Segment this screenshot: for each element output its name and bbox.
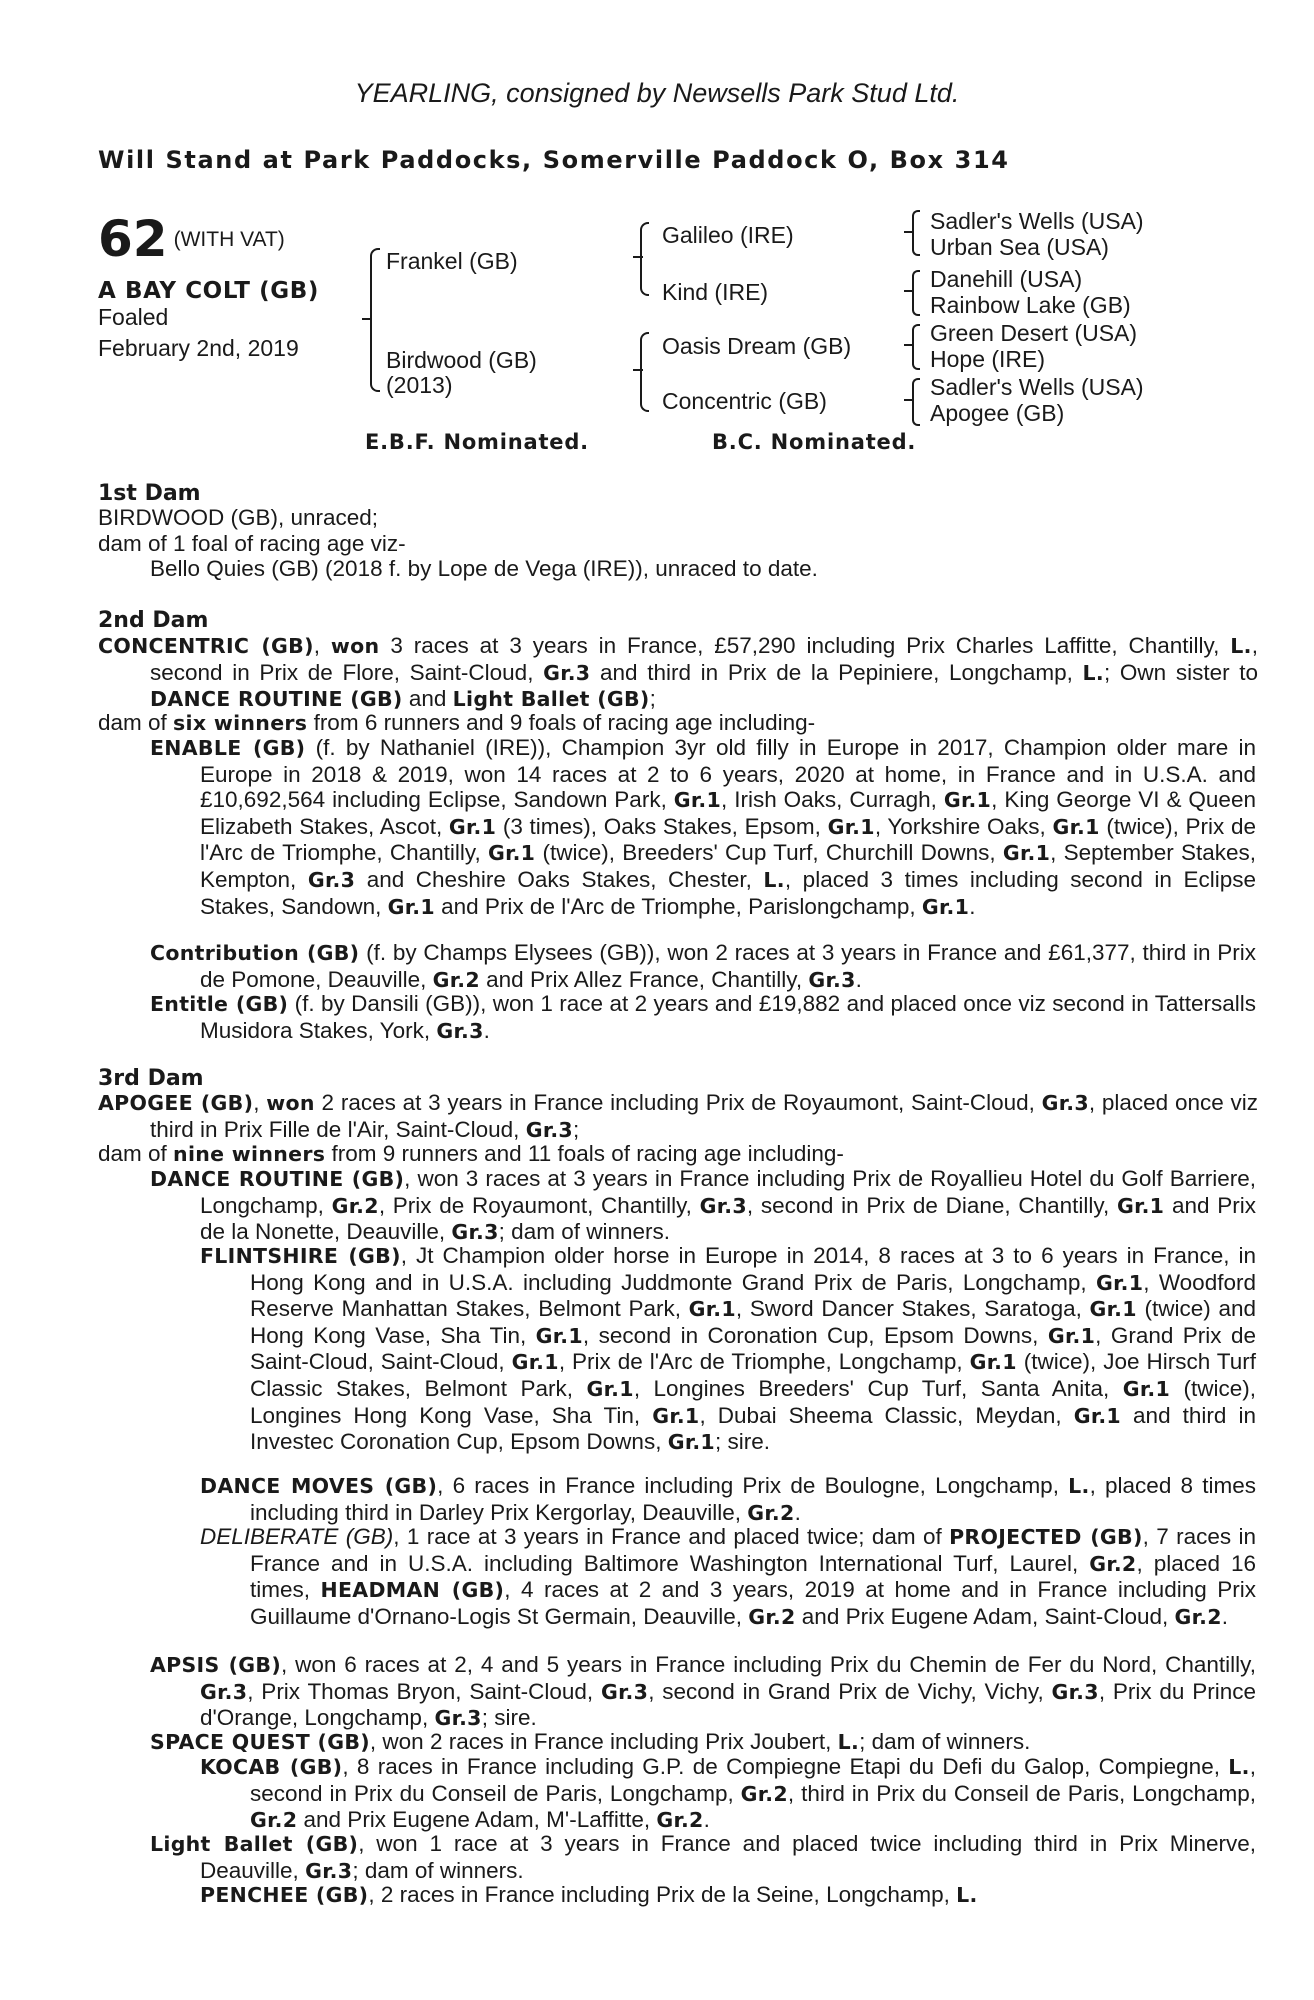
text-run: , placed 3 times including second in Eclipse Stakes, Sandown, [200,866,1257,919]
deliberate-paragraph [200,1524,1256,1630]
g-tick-2 [904,290,913,292]
horse-name: ENABLE (GB) [150,736,306,760]
text-run: , Grand Prix de Saint-Cloud, Saint-Cloud, [250,1322,1256,1375]
third-dam-heading: 3rd Dam [98,1066,204,1091]
horse-name: Entitle (GB) [150,992,289,1016]
consignor-line: YEARLING, consigned by Newsells Park Stud Ltd. [354,78,960,108]
contribution-paragraph [150,940,1256,993]
foaled-date: February 2nd, 2019 [98,335,299,361]
bold-text: Gr.3 [307,867,356,892]
bold-text: Gr.1 [1089,1297,1137,1322]
bold-text: Gr.3 [200,1679,248,1704]
bold-text: Gr.1 [1002,841,1051,866]
sire-sire: Galileo (IRE) [662,222,794,248]
bold-text: L. [763,867,785,892]
text-run: from 6 runners and 9 foals of racing age including- [307,710,816,735]
bold-text: L. [1228,1755,1250,1779]
text-run: ; dam of winners. [859,1729,1031,1754]
text-run: , 8 races in France including G.P. de Compiegne Etapi du Defi du Galop, Compiegne, [342,1754,1229,1779]
text-run: (f. by Nathaniel (IRE)), Champion 3yr old filly in Europe in 2017, Champion older mare in Europe in 2018 & 2019, won 14 races at 2 to 6 years, 2020 at home, in France and in U.S.A. and £10,692,564 including Eclipse, Sandown Park, [200,735,1256,813]
apsis-paragraph [150,1652,1256,1732]
bold-text: Gr.1 [1047,1323,1096,1348]
g-bracket-1 [912,210,920,256]
text-run: , second in Coronation Cup, Epsom Downs, [582,1322,1048,1348]
text-run: and Prix Allez France, Chantilly, [479,966,809,992]
dam-sire: Oasis Dream (GB) [662,333,852,359]
text-run: , Prix de l'Arc de Triomphe, Longchamp, [558,1349,970,1375]
text-run: and Prix de l'Arc de Triomphe, Parislongchamp, [434,893,922,919]
bold-text: Gr.1 [448,814,497,839]
text-run: ; dam of winners. [498,1219,670,1245]
sire-name: Frankel (GB) [386,248,518,274]
enable-paragraph [150,735,1256,920]
text-run: from 9 runners and 11 foals of racing age including- [325,1141,844,1166]
g-bracket-2 [912,270,920,316]
bold-text: Gr.1 [487,841,536,866]
grandparent-7: Sadler's Wells (USA) [930,374,1144,400]
sister-name: DANCE ROUTINE (GB) [150,687,403,712]
bold-text: Gr.3 [525,1117,573,1142]
text-run: , Dubai Sheema Classic, Meydan, [699,1402,1074,1428]
bold-text: Gr.1 [673,788,722,813]
text-run: , King George VI & Queen Elizabeth Stakes, Ascot, [200,787,1256,839]
horse-name: DANCE ROUTINE (GB) [150,1167,405,1191]
bold-text: Gr.1 [688,1297,736,1322]
text-run: , won 6 races at 2, 4 and 5 years in France including Prix du Chemin de Fer du Nord, Chantilly, [281,1652,1256,1677]
text-run: (f. by Dansili (GB)), won 1 race at 2 years and £19,882 and placed once viz second in Tattersalls Musidora Stakes, York, [200,991,1256,1043]
horse-name: CONCENTRIC (GB) [98,634,314,658]
vat-label: (WITH VAT) [173,228,285,251]
text-run: , placed once viz third in Prix Fille de l'Air, Saint-Cloud, [150,1090,1258,1142]
foaled-label: Foaled [98,304,169,330]
text-run: and Prix de la Nonette, Deauville, [200,1192,1256,1245]
text-run: , Irish Oaks, Curragh, [721,787,944,813]
bold-text: Gr.1 [1122,1376,1171,1401]
bold-text: PROJECTED (GB) [949,1525,1143,1549]
text-run: ; dam of winners. [352,1857,524,1883]
horse-name: FLINTSHIRE (GB) [200,1244,401,1268]
bold-text: Gr.1 [586,1376,634,1401]
bold-text: Gr.3 [451,1220,499,1245]
space-quest-paragraph [150,1729,1256,1756]
dam-year: (2013) [386,372,453,398]
text-run: . [703,1807,710,1833]
dance-routine-paragraph [150,1166,1256,1246]
text-run: and Cheshire Oaks Stakes, Chester, [355,866,764,892]
bold-text: L. [1068,1474,1090,1498]
bold-text: Gr.2 [250,1808,298,1833]
text-run: ; Own sister to [1104,659,1259,685]
grandparent-5: Green Desert (USA) [930,320,1138,346]
sire-dam: Kind (IRE) [662,279,769,305]
bold-text: Gr.1 [1073,1403,1121,1428]
grandparent-3: Danehill (USA) [930,266,1083,292]
text-run: , 4 races at 2 and 3 years, 2019 at home and in France including Prix Guillaume d'Ornano-Logis St Germain, Deauville, [250,1577,1256,1629]
horse-name: DELIBERATE (GB) [200,1524,394,1549]
sire-parents-bracket [640,222,649,296]
horse-name: APSIS (GB) [150,1653,281,1677]
bold-text: Gr.3 [436,1018,484,1043]
ebf-nominated: E.B.F. Nominated. [365,430,589,454]
bold-text: Gr.1 [667,1430,715,1455]
bold-text: Gr.3 [699,1193,747,1218]
text-run: , Woodford Reserve Manhattan Stakes, Belmont Park, [250,1269,1256,1322]
location-line: Will Stand at Park Paddocks, Somerville Paddock O, Box 314 [98,146,1010,174]
horse-name: KOCAB (GB) [200,1755,343,1779]
dam-parents-bracket [640,332,649,412]
bold-text: L. [1082,660,1104,685]
bold-text: Gr.3 [600,1679,649,1704]
text-run: , second in Prix de Diane, Chantilly, [746,1192,1117,1218]
text-run: . [483,1017,490,1043]
text-run: , Prix Thomas Bryon, Saint-Cloud, [247,1678,601,1704]
text-run: . [794,1499,801,1525]
grandparent-6: Hope (IRE) [930,346,1046,372]
text-run: . [1221,1603,1229,1629]
text-run: (twice) and Hong Kong Vase, Sha Tin, [250,1296,1256,1348]
text-run: , second in Prix du Conseil de Paris, Longchamp, [250,1754,1256,1806]
dam-dam: Concentric (GB) [662,388,827,414]
horse-title: A BAY COLT (GB) [98,278,320,304]
bold-text: Gr.1 [921,894,970,919]
bold-text: Gr.3 [434,1706,482,1731]
text-run: (twice), Breeders' Cup Turf, Churchill Downs, [535,840,1003,866]
bold-text: Gr.1 [943,788,992,813]
pedigree-bracket-tick [362,318,372,320]
text-run: (f. by Champs Elysees (GB)), won 2 races at 3 years in France and £61,377, third in Prix de Pomone, Deauville, [200,940,1257,992]
penchee-paragraph [200,1882,1256,1909]
first-dam-heading: 1st Dam [98,481,201,506]
text-run: , placed 8 times including third in Darley Prix Kergorlay, Deauville, [250,1473,1256,1525]
g-tick-4 [904,399,913,401]
dam-parents-tick [633,369,643,371]
first-dam-line-3: Bello Quies (GB) (2018 f. by Lope de Vega (IRE)), unraced to date. [150,556,818,581]
text-run: ; sire. [481,1705,537,1731]
horse-name: SPACE QUEST (GB) [150,1730,370,1754]
text-run: , 1 race at 3 years in France and placed twice; dam of [393,1524,950,1549]
first-dam-line-1: BIRDWOOD (GB), unraced; [98,505,379,530]
text-run: . [969,893,976,919]
text-run: , Sword Dancer Stakes, Saratoga, [735,1296,1090,1322]
bold-text: Gr.1 [1052,814,1100,839]
text-run: ; [572,1116,580,1142]
text-run: , won 1 race at 3 years in France and placed twice including third in Prix Minerve, Deauville, [200,1831,1257,1883]
bold-text: nine winners [173,1142,326,1166]
text-run: dam of [98,710,174,735]
bold-text: Gr.1 [827,814,875,839]
bold-text: Gr.2 [747,1500,795,1525]
horse-name: Contribution (GB) [150,941,360,965]
text-run: , second in Grand Prix de Vichy, Vichy, [648,1678,1052,1704]
bold-text: Gr.1 [969,1350,1017,1375]
text-run: and third in Prix de la Pepiniere, Longchamp, [590,659,1083,685]
dance-moves-paragraph [200,1473,1256,1526]
text-run: (twice), Prix de l'Arc de Triomphe, Chantilly, [200,813,1256,866]
text-run: , third in Prix du Conseil de Paris, Longchamp, [787,1780,1256,1806]
g-tick-3 [904,344,913,346]
text-run: , second in Prix de Flore, Saint-Cloud, [150,633,1258,685]
text-run: , won 3 races at 3 years in France including Prix de Royallieu Hotel du Golf Barriere, Longchamp, [200,1166,1256,1218]
text-run: , September Stakes, Kempton, [200,840,1256,892]
horse-name: PENCHEE (GB) [200,1883,369,1907]
bold-text: Gr.1 [1116,1193,1165,1218]
dam-name: Birdwood (GB) [386,347,537,373]
g-bracket-3 [912,324,920,370]
bold-text: Gr.1 [387,894,435,919]
lot-number: 62 [98,210,168,268]
text-run: and Prix Eugene Adam, M'-Laffitte, [297,1807,657,1833]
bold-text: Gr.2 [331,1193,379,1218]
text-run: (3 times), Oaks Stakes, Epsom, [496,813,828,839]
horse-name: Light Ballet (GB) [150,1832,359,1856]
kocab-paragraph [200,1754,1256,1834]
grandparent-8: Apogee (GB) [930,400,1065,426]
third-dam-summary [98,1141,1206,1168]
first-dam-line-2: dam of 1 foal of racing age viz- [98,531,406,556]
concentric-paragraph: CONCENTRIC (GB), won 3 races at 3 years in France, £57,290 including Prix Charles Laffitte, Chantilly, L., second in Prix de Flore, Saint-Cloud, Gr.3 and third in Prix de la Pepiniere, Longchamp, L.; Own sister to DANCE ROUTINE (GB) and Light Ballet (GB); [98,633,1259,712]
text-run: ; [649,686,656,712]
second-dam-summary [98,710,1206,737]
g-bracket-4 [912,378,920,426]
text-run: 3 races at 3 years in France, £57,290 including Prix Charles Laffitte, Chantilly, [379,633,1231,658]
light-ballet-paragraph [150,1831,1256,1884]
bc-nominated: B.C. Nominated. [712,430,917,454]
foaled-block [98,302,299,364]
text-run: , 7 races in France and in U.S.A. including Baltimore Washington International Turf, Laurel, [250,1524,1256,1576]
text-run: , won 2 races in France including Prix Joubert, [369,1729,838,1754]
won-label: won [330,634,380,658]
bold-text: six winners [173,711,308,735]
bold-text: Gr.2 [748,1604,796,1629]
grandparent-1: Sadler's Wells (USA) [930,208,1144,234]
text-run: , Yorkshire Oaks, [874,813,1053,839]
text-run: , placed 16 times, [250,1550,1256,1603]
bold-text: Gr.3 [305,1858,353,1883]
bold-text: Gr.3 [543,660,591,685]
text-run: , Longines Breeders' Cup Turf, Santa Anita, [633,1375,1123,1401]
bold-text: HEADMAN (GB) [320,1578,505,1603]
bold-text: Gr.2 [1174,1604,1222,1629]
bold-text: Gr.2 [1089,1551,1137,1576]
text-run: (twice), Longines Hong Kong Vase, Sha Tin, [250,1375,1257,1428]
pedigree-bracket-main [370,248,380,392]
sister-name: Light Ballet (GB) [452,687,650,712]
bold-text: won [266,1091,315,1115]
bold-text: Gr.2 [656,1808,704,1833]
lot-number-block [98,210,285,268]
bold-text: Gr.3 [1051,1679,1099,1704]
bold-text: Gr.3 [808,967,856,992]
horse-name: DANCE MOVES (GB) [200,1474,438,1498]
bold-text: Gr.1 [511,1350,559,1375]
entitle-paragraph [150,991,1256,1044]
g-tick-1 [904,231,913,233]
text-run: dam of [98,1141,174,1166]
text-run: , Prix de Royaumont, Chantilly, [378,1192,700,1218]
bold-text: Gr.1 [1096,1270,1144,1295]
second-dam-heading: 2nd Dam [98,608,209,633]
text-run: . [855,966,862,992]
bold-text: Gr.1 [535,1323,583,1348]
flintshire-paragraph [200,1243,1256,1456]
text-run: , 6 races in France including Prix de Boulogne, Longchamp, [437,1473,1069,1498]
bold-text: Gr.1 [652,1403,700,1428]
horse-name: APOGEE (GB) [98,1091,254,1115]
text-run: , Jt Champion older horse in Europe in 2014, 8 races at 3 to 6 years in France, in Hong Kong and in U.S.A. including Juddmonte Grand Prix de Paris, Longchamp, [250,1243,1256,1295]
bold-text: L. [837,1730,860,1754]
grandparent-4: Rainbow Lake (GB) [930,292,1131,318]
text-run: ; sire. [714,1429,770,1455]
bold-text: Gr.3 [1041,1091,1089,1115]
text-run: and Prix Eugene Adam, Saint-Cloud, [795,1603,1175,1629]
bold-text: Gr.2 [740,1781,788,1806]
text-run: and [402,686,453,712]
text-run: , 2 races in France including Prix de la Seine, Longchamp, [368,1882,957,1907]
text-run: 2 races at 3 years in France including Prix de Royaumont, Saint-Cloud, [314,1090,1042,1115]
grandparent-2: Urban Sea (USA) [930,234,1109,260]
text-run: and third in Investec Coronation Cup, Epsom Downs, [250,1402,1256,1455]
text-run: , Prix du Prince d'Orange, Longchamp, [200,1678,1256,1731]
bold-text: L. [1230,634,1252,658]
sire-parents-tick [633,256,643,258]
bold-text: L. [956,1883,978,1907]
apogee-paragraph: APOGEE (GB), won 2 races at 3 years in France including Prix de Royaumont, Saint-Cloud, Gr.3, placed once viz third in Prix Fille de l'Air, Saint-Cloud, Gr.3; [98,1090,1258,1142]
text-run: (twice), Joe Hirsch Turf Classic Stakes, Belmont Park, [250,1349,1256,1401]
bold-text: Gr.2 [432,967,480,992]
